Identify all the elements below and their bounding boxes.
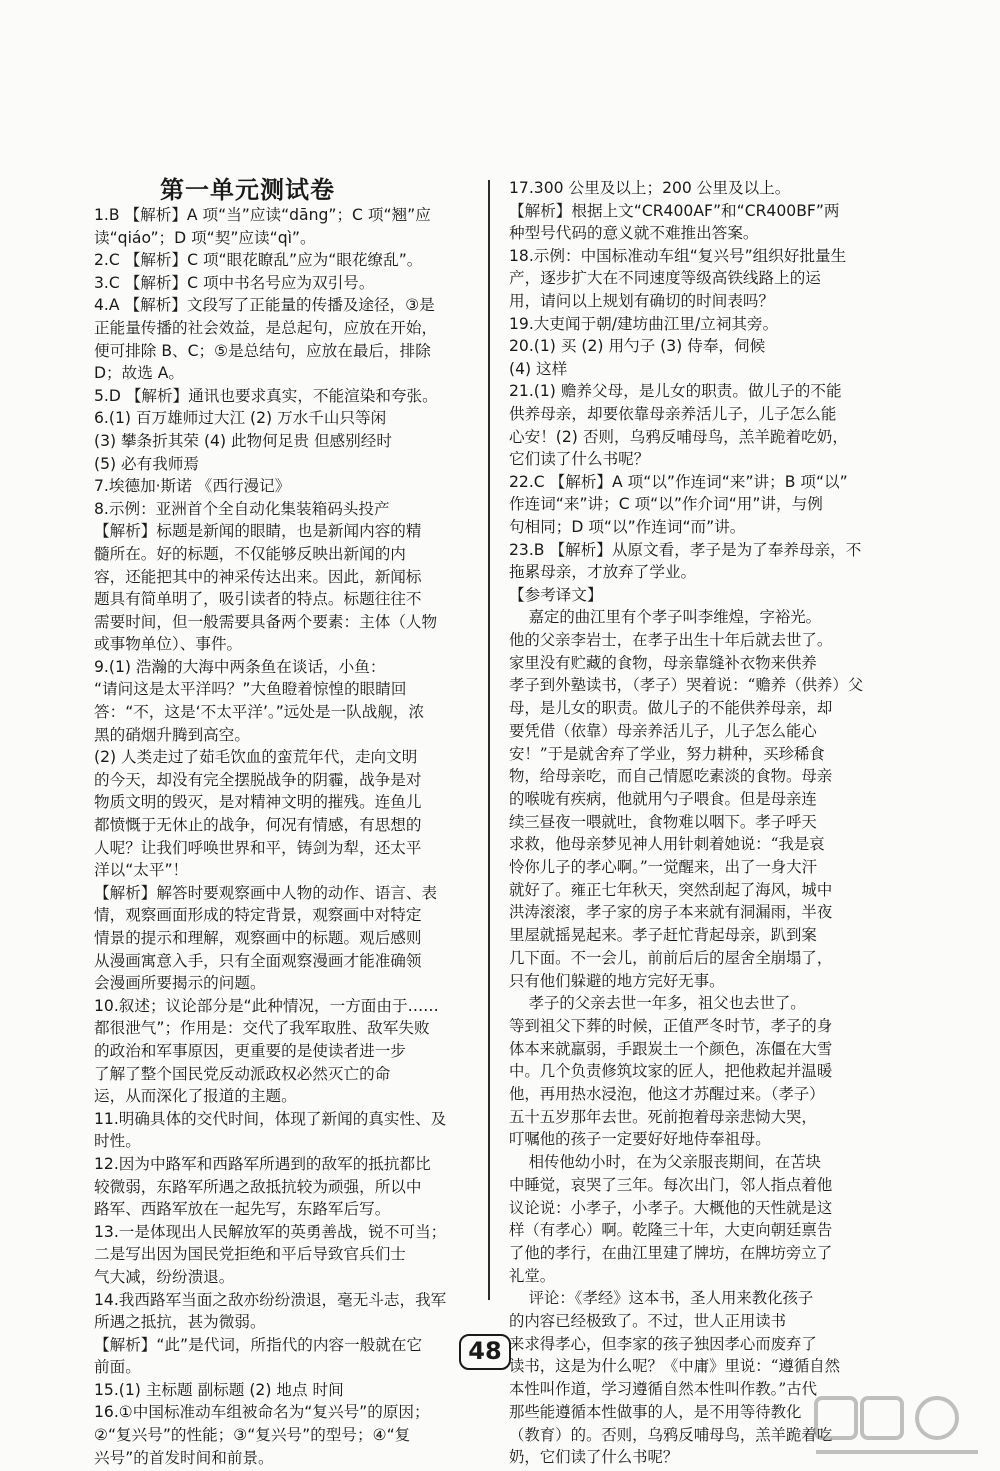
answer-line: 时性。 <box>94 1132 141 1151</box>
answer-line: 用，请问以上规划有确切的时间表吗？ <box>509 291 775 310</box>
answer-line: 【解析】“此”是代词，所指代的内容一般就在它 <box>94 1335 423 1354</box>
answer-line: 23.B 【解析】从原文看，孝子是为了奉养母亲，不 <box>509 540 862 559</box>
translation-line: 五十五岁那年去世。死前抱着母亲悲恸大哭， <box>509 1107 817 1126</box>
answer-line: 【解析】根据上文“CR400AF”和“CR400BF”两 <box>509 201 840 220</box>
answer-line: 供养母亲，却要依靠母亲养活儿子，儿子怎么能 <box>509 404 837 423</box>
answer-line: 8.示例：亚洲首个全自动化集装箱码头投产 <box>94 499 390 518</box>
answer-line: 了解了整个国民党反动派政权必然灭亡的命 <box>94 1064 391 1083</box>
answer-line: 作连词“来”讲；C 项“以”作介词“用”讲，与例 <box>509 495 823 514</box>
answer-line: 拖累母亲，才放弃了学业。 <box>509 563 697 582</box>
answer-line: 2.C 【解析】C 项“眼花瞭乱”应为“眼花缭乱”。 <box>94 251 423 270</box>
translation-line: 物，给母亲吃，而自己情愿吃素淡的食物。母亲 <box>509 767 833 786</box>
answer-line: 人呢？让我们呼唤世界和平，铸剑为犁，还太平 <box>94 838 422 857</box>
answer-line: 【解析】标题是新闻的眼睛，也是新闻内容的精 <box>94 522 422 541</box>
column-divider <box>488 180 490 1300</box>
translation-line: 洪涛滚滚，孝子家的房子本来就有洞漏雨，半夜 <box>509 903 833 922</box>
answer-line: 气大减，纷纷溃退。 <box>94 1267 235 1286</box>
answer-line: (3) 攀条折其荣 (4) 此物何足贵 但感别经时 <box>94 431 392 450</box>
answer-line: 从漫画寓意入手，只有全面观察漫画才能准确领 <box>94 951 422 970</box>
translation-line: 就好了。雍正七年秋天，突然刮起了海风，城中 <box>509 880 833 899</box>
translation-line: 续三昼夜一喂就吐，食物难以咽下。孝子呼天 <box>509 812 817 831</box>
answer-line: 或事物单位）、事件。 <box>94 635 243 654</box>
answer-line: 7.埃德加·斯诺 《西行漫记》 <box>94 477 291 496</box>
translation-line: 安！”于是就舍弃了学业，努力耕种，买珍稀食 <box>509 744 825 763</box>
page-number: 48 <box>459 1334 511 1370</box>
answer-line: 正能量传播的社会效益，是总起句，应放在开始， <box>94 318 438 337</box>
answer-line: 二是写出因为国民党拒绝和平后导致官兵们士 <box>94 1245 406 1264</box>
page-title: 第一单元测试卷 <box>160 176 335 204</box>
translation-line: 求救，他母亲梦见神人用针刺着她说：“我是哀 <box>509 835 825 854</box>
answer-line: 答：“不，这是‘不太平洋’。”远处是一队战舰，浓 <box>94 703 425 722</box>
translation-line: 嘉定的曲江里有个孝子叫李维煌，字裕光。 <box>509 608 822 627</box>
translation-line: 等到祖父下葬的时候，正值严冬时节，孝子的身 <box>509 1016 833 1035</box>
answer-line: 情景的提示和理解，观察画中的标题。观后感则 <box>94 929 422 947</box>
answer-line: 它们读了什么书呢？ <box>509 450 650 469</box>
translation-line: （教育）的。否则，乌鸦反哺母鸟，羔羊跪着吃 <box>509 1425 833 1444</box>
answer-line: 12.因为中路军和西路军所遇到的敌军的抵抗都比 <box>94 1154 431 1173</box>
answer-line: 16.①中国标准动车组被命名为“复兴号”的原因； <box>94 1403 430 1422</box>
answer-line: 种型号代码的意义就不难推出答案。 <box>509 224 759 243</box>
answer-line: 21.(1) 赡养父母，是儿女的职责。做儿子的不能 <box>509 382 842 401</box>
answer-line: 20.(1) 买 (2) 用勺子 (3) 侍奉，伺候 <box>509 337 766 356</box>
translation-line: 礼堂。 <box>509 1266 556 1285</box>
answer-line: 19.大吏闻于朝/建坊曲江里/立祠其旁。 <box>509 314 779 333</box>
translation-line: 议论说：小孝子，小孝子。大概他的天性就是这 <box>509 1198 833 1217</box>
translation-line: 的内容已经极致了。不过，世人正用读书 <box>509 1312 787 1331</box>
answer-line: 物质文明的毁灭，是对精神文明的摧残。连鱼儿 <box>94 793 422 812</box>
answer-line: 需要时间，但一般需要具备两个要素：主体（人物 <box>94 612 438 631</box>
answer-line: 都很泄气”；作用是：交代了我军取胜、敌军失败 <box>94 1019 430 1038</box>
answer-line: 黑的硝烟升腾到高空。 <box>94 725 250 744</box>
translation-line: 中。几个负责修筑坟家的匠人，把他救起并温暖 <box>509 1062 833 1081</box>
translation-line: 本性叫作道，学习遵循自然本性叫作教。”古代 <box>509 1380 817 1399</box>
answer-line: (2) 人类走过了茹毛饮血的蛮荒年代，走向文明 <box>94 748 418 767</box>
answer-line: 髓所在。好的标题，不仅能够反映出新闻的内 <box>94 544 406 563</box>
translation-line: 几下面。不一会儿，前前后后的屋舍全崩塌了， <box>509 948 833 967</box>
answer-line: (4) 这样 <box>509 359 568 378</box>
watermark-logo <box>812 1392 982 1462</box>
answer-line: 前面。 <box>94 1358 141 1377</box>
translation-line: 家里没有贮藏的食物，母亲靠缝补衣物来供养 <box>509 653 817 672</box>
translation-line: 他，再用热水浸泡，他这才苏醒过来。（孝子） <box>509 1085 825 1104</box>
answer-line: 容，还能把其中的神采传达出来。因此，新闻标 <box>94 567 422 586</box>
answer-line: 17.300 公里及以上；200 公里及以上。 <box>509 179 791 197</box>
translation-line: 只有他们躲避的地方完好无事。 <box>509 971 725 990</box>
answer-line: 心安！(2) 否则，乌鸦反哺母鸟，羔羊跪着吃奶， <box>509 427 848 446</box>
translation-line: 中睡觉，哀哭了三年。每次出门，邻人指点着他 <box>509 1175 833 1194</box>
answer-line: 4.A 【解析】文段写了正能量的传播及途径，③是 <box>94 296 435 315</box>
answer-line: 会漫画所要揭示的问题。 <box>94 974 266 993</box>
answer-line: 路军、西路军放在一起先写，东路军后写。 <box>94 1200 391 1219</box>
translation-line: 怜你儿子的孝心啊。”一觉醒来，出了一身大汗 <box>509 858 817 877</box>
answer-line: ②“复兴号”的性能；③“复兴号”的型号；④“复 <box>94 1426 411 1445</box>
answer-line: 所遇之抵抗，甚为微弱。 <box>94 1313 266 1332</box>
translation-line: 要凭借（依靠）母亲养活儿子，儿子怎么能心 <box>509 721 817 740</box>
answer-line: 都愤慨于无休止的战争，何况有情感，有思想的 <box>94 816 422 835</box>
answer-line: 3.C 【解析】C 项中书名号应为双引号。 <box>94 273 375 292</box>
answer-line: 14.我西路军当面之敌亦纷纷溃退，毫无斗志，我军 <box>94 1290 447 1309</box>
translation-line: 体本来就羸弱，手跟炭土一个颜色，冻僵在大雪 <box>509 1039 833 1058</box>
answer-line: 题具有简单明了，吸引读者的特点。标题往往不 <box>94 590 422 609</box>
translation-line: 评论：《孝经》这本书，圣人用来教化孩子 <box>509 1289 814 1308</box>
answer-line: 22.C 【解析】A 项“以”作连词“来”讲；B 项“以” <box>509 472 848 491</box>
answer-line: 13.一是体现出人民解放军的英勇善战，锐不可当； <box>94 1222 447 1241</box>
answer-line: 1.B 【解析】A 项“当”应读“dāng”；C 项“翘”应 <box>94 206 431 224</box>
translation-line: 读书，这是为什么呢？《中庸》里说：“遵循自然 <box>509 1357 841 1376</box>
translation-line: 的喉咙有疾病，他就用勺子喂食。但是母亲连 <box>509 789 817 808</box>
translation-line: 样（有孝心）啊。乾隆三十年，大吏向朝廷禀告 <box>509 1221 833 1240</box>
answer-line: (5) 必有我师焉 <box>94 454 200 473</box>
answer-column-right <box>509 177 924 1469</box>
answer-line: 15.(1) 主标题 副标题 (2) 地点 时间 <box>94 1380 344 1399</box>
answer-line: 5.D 【解析】通讯也要求真实，不能渲染和夸张。 <box>94 386 438 405</box>
answer-line: “请问这是太平洋吗？”大鱼瞪着惊惶的眼睛回 <box>94 680 407 699</box>
translation-line: 里屋就摇晃起来。孝子赶忙背起母亲，趴到案 <box>509 926 817 945</box>
answer-line: 6.(1) 百万雄师过大江 (2) 万水千山只等闲 <box>94 409 387 428</box>
answer-line: 10.叙述；议论部分是“此种情况，一方面由于…… <box>94 996 439 1015</box>
answer-line: 兴号”的首发时间和前景。 <box>94 1448 274 1467</box>
translation-line: 孝子的父亲去世一年多，祖父也去世了。 <box>509 994 806 1013</box>
answer-line: 18.示例：中国标准动车组“复兴号”组织好批量生 <box>509 246 847 265</box>
answer-line: 运，从而深化了报道的主题。 <box>94 1087 297 1106</box>
answer-line: 洋以“太平”！ <box>94 861 189 880</box>
translation-line: 了他的孝行，在曲江里建了牌坊，在牌坊旁立了 <box>509 1243 833 1262</box>
answer-column-left <box>94 204 477 1469</box>
answer-line: 句相同；D 项“以”作连词“而”讲。 <box>509 517 746 536</box>
answer-line: 11.明确具体的交代时间，体现了新闻的真实性、及 <box>94 1109 447 1128</box>
translation-line: 来求得孝心，但李家的孩子独因孝心而废弃了 <box>509 1334 817 1353</box>
translation-line: 母，是儿女的职责。做儿子的不能供养母亲，却 <box>509 699 833 718</box>
answer-line: 较微弱，东路军所遇之敌抵抗较为顽强，所以中 <box>94 1177 422 1196</box>
translation-line: 孝子到外塾读书，（孝子）哭着说：“赡养（供养）父 <box>509 676 864 695</box>
answer-line: 便可排除 B、C；⑤是总结句，应放在最后，排除 <box>94 341 431 360</box>
answer-line: 产，逐步扩大在不同速度等级高铁线路上的运 <box>509 269 821 288</box>
answer-line: 的政治和军事原因，更重要的是使读者进一步 <box>94 1041 406 1060</box>
translation-line: 相传他幼小时，在为父亲服丧期间，在苫块 <box>509 1153 822 1172</box>
answer-line: 读“qiáo”；D 项“契”应读“qì”。 <box>94 228 316 247</box>
answer-line: 【参考译文】 <box>509 585 603 604</box>
answer-line: 【解析】解答时要观察画中人物的动作、语言、表 <box>94 883 438 902</box>
translation-line: 那些能遵循本性做事的人，是不用等待教化 <box>509 1402 802 1421</box>
answer-line: D；故选 A。 <box>94 364 185 383</box>
answer-line: 的今天，却没有完全摆脱战争的阴霾，战争是对 <box>94 770 422 789</box>
answer-line: 9.(1) 浩瀚的大海中两条鱼在谈话，小鱼： <box>94 657 386 676</box>
translation-line: 叮嘱他的孩子一定要好好地侍奉祖母。 <box>509 1130 771 1149</box>
translation-line: 他的父亲李岩士，在孝子出生十年后就去世了。 <box>509 630 833 649</box>
translation-line: 奶，它们读了什么书呢？ <box>509 1448 679 1467</box>
answer-line: 情，观察画面形成的特定背景，观察画中对特定 <box>94 906 422 925</box>
